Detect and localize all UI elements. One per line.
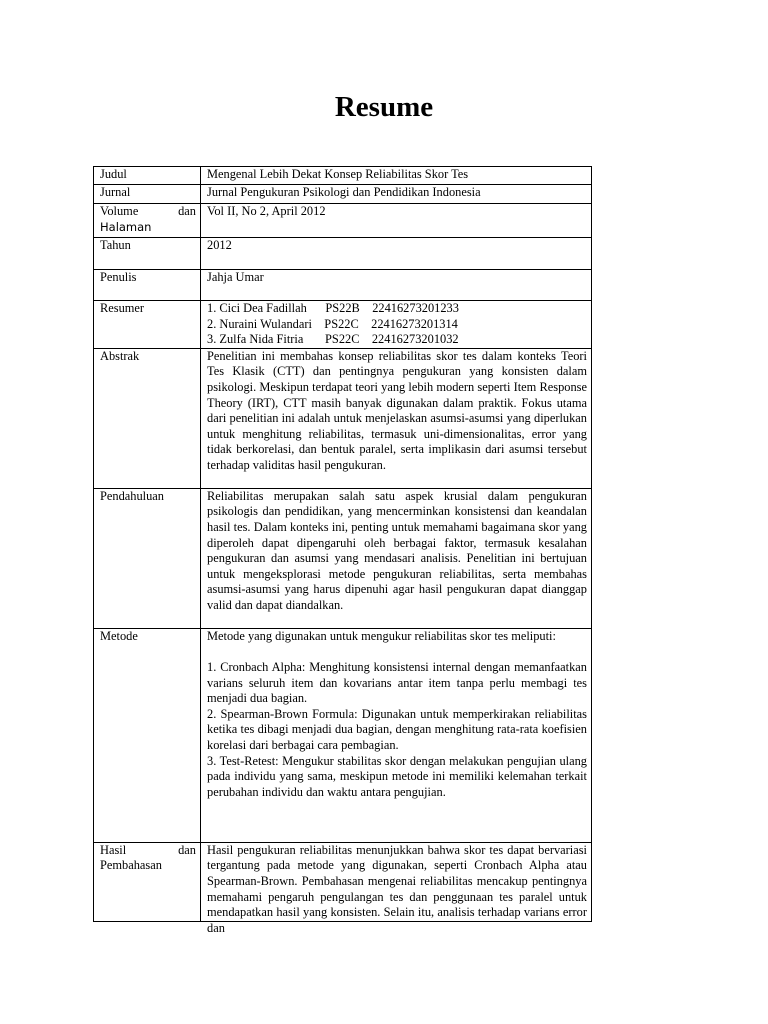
metode-item: 1. Cronbach Alpha: Menghitung konsistensi internal dengan memanfaatkan varians seluruh item dan kovarians antar item tanpa perlu membagi tes menjadi dua bagian.: [207, 659, 587, 706]
table-row-resumer: [94, 301, 592, 349]
label-pendahuluan: Pendahuluan: [94, 488, 201, 628]
value-metode: [201, 628, 592, 842]
label-resumer: Resumer: [94, 301, 201, 349]
metode-item: 2. Spearman-Brown Formula: Digunakan untuk memperkirakan reliabilitas ketika tes dibagi menjadi dua bagian, dengan menghitung rata-rata koefisien korelasi dari berbagai cara pembagian.: [207, 706, 587, 752]
label-judul: Judul: [94, 167, 201, 185]
table-row-jurnal: [94, 185, 592, 204]
value-pendahuluan: Reliabilitas merupakan salah satu aspek krusial dalam pengukuran psikologis dan pendidikan, yang mencerminkan konsistensi dan keandalan hasil tes. Dalam konteks ini, penting untuk memahami bagaimana skor yang diperoleh dapat dipengaruhi oleh berbagai faktor, termasuk kesalahan pengukuran dan asumsi yang mendasari analisis. Penelitian ini bertujuan untuk mengeksplorasi metode pengukuran reliabilitas, serta membahas asumsi-asumsi yang harus dipenuhi agar hasil pengukuran dapat dianggap valid dan dapat diandalkan.: [201, 488, 592, 628]
value-volume: Vol II, No 2, April 2012: [201, 204, 592, 238]
value-tahun: 2012: [201, 238, 592, 270]
label-volume-line2: Halaman: [100, 219, 152, 234]
resume-table: [93, 166, 592, 935]
label-hasil-line2: Pembahasan: [100, 858, 162, 873]
resumer-item: 3. Zulfa Nida Fitria PS22C 22416273201032: [207, 332, 459, 347]
label-hasil-line1: Hasil dan: [100, 842, 196, 857]
label-jurnal: Jurnal: [94, 185, 201, 204]
resumer-item: 1. Cici Dea Fadillah PS22B 22416273201233: [207, 301, 459, 315]
metode-spacer: [207, 644, 587, 660]
metode-item: 3. Test-Retest: Mengukur stabilitas skor dengan melakukan pengujian ulang pada individu yang sama, meskipun metode ini memiliki kelemahan terkait perubahan individu dan waktu antara pengujian.: [207, 753, 587, 799]
table-row-judul: [94, 167, 592, 185]
resumer-item: 2. Nuraini Wulandari PS22C 22416273201314: [207, 316, 458, 331]
value-resumer: [201, 301, 592, 349]
metode-intro: Metode yang digunakan untuk mengukur reliabilitas skor tes meliputi:: [207, 628, 556, 643]
label-volume: [94, 204, 201, 238]
table-row-tahun: [94, 238, 592, 270]
table-row-hasil: [94, 842, 592, 921]
hasil-text: Hasil pengukuran reliabilitas menunjukkan bahwa skor tes dapat bervariasi tergantung pada metode yang digunakan, seperti Cronbach Alpha atau Spearman-Brown. Pembahasan mengenai reliabilitas mencakup pentingnya memahami pengaruh pengulangan tes dan penggunaan tes paralel untuk mendapatkan hasil yang konsisten. Selain itu, analisis terhadap varians error dan: [207, 842, 587, 935]
value-jurnal: Jurnal Pengukuran Psikologi dan Pendidikan Indonesia: [201, 185, 592, 204]
label-hasil: [94, 842, 201, 921]
label-penulis: Penulis: [94, 270, 201, 301]
value-abstrak: Penelitian ini membahas konsep reliabilitas skor tes dalam konteks Teori Tes Klasik (CTT) dan pentingnya pengukuran yang konsisten dalam psikologi. Meskipun terdapat teori yang lebih modern seperti Item Response Theory (IRT), CTT masih banyak digunakan dalam praktik. Fokus utama dari penelitian ini adalah untuk menjelaskan asumsi-asumsi yang diperlukan untuk menghitung reliabilitas, termasuk uni-dimensionalitas, error yang tidak berkorelasi, dan bentuk paralel, serta implikasin dari asumsi tersebut terhadap validitas hasil pengukuran.: [201, 348, 592, 488]
table-row-metode: [94, 628, 592, 842]
table-row-volume: [94, 204, 592, 238]
label-volume-line1: Volume dan: [100, 204, 196, 218]
page-title: Resume: [334, 91, 434, 123]
table-row-abstrak: [94, 348, 592, 488]
table-row-pendahuluan: [94, 488, 592, 628]
label-tahun: Tahun: [94, 238, 201, 270]
value-judul: Mengenal Lebih Dekat Konsep Reliabilitas Skor Tes: [201, 167, 592, 185]
value-penulis: Jahja Umar: [201, 270, 592, 301]
label-abstrak: Abstrak: [94, 348, 201, 488]
table-row-penulis: [94, 270, 592, 301]
value-hasil: [201, 842, 592, 935]
label-metode: Metode: [94, 628, 201, 842]
